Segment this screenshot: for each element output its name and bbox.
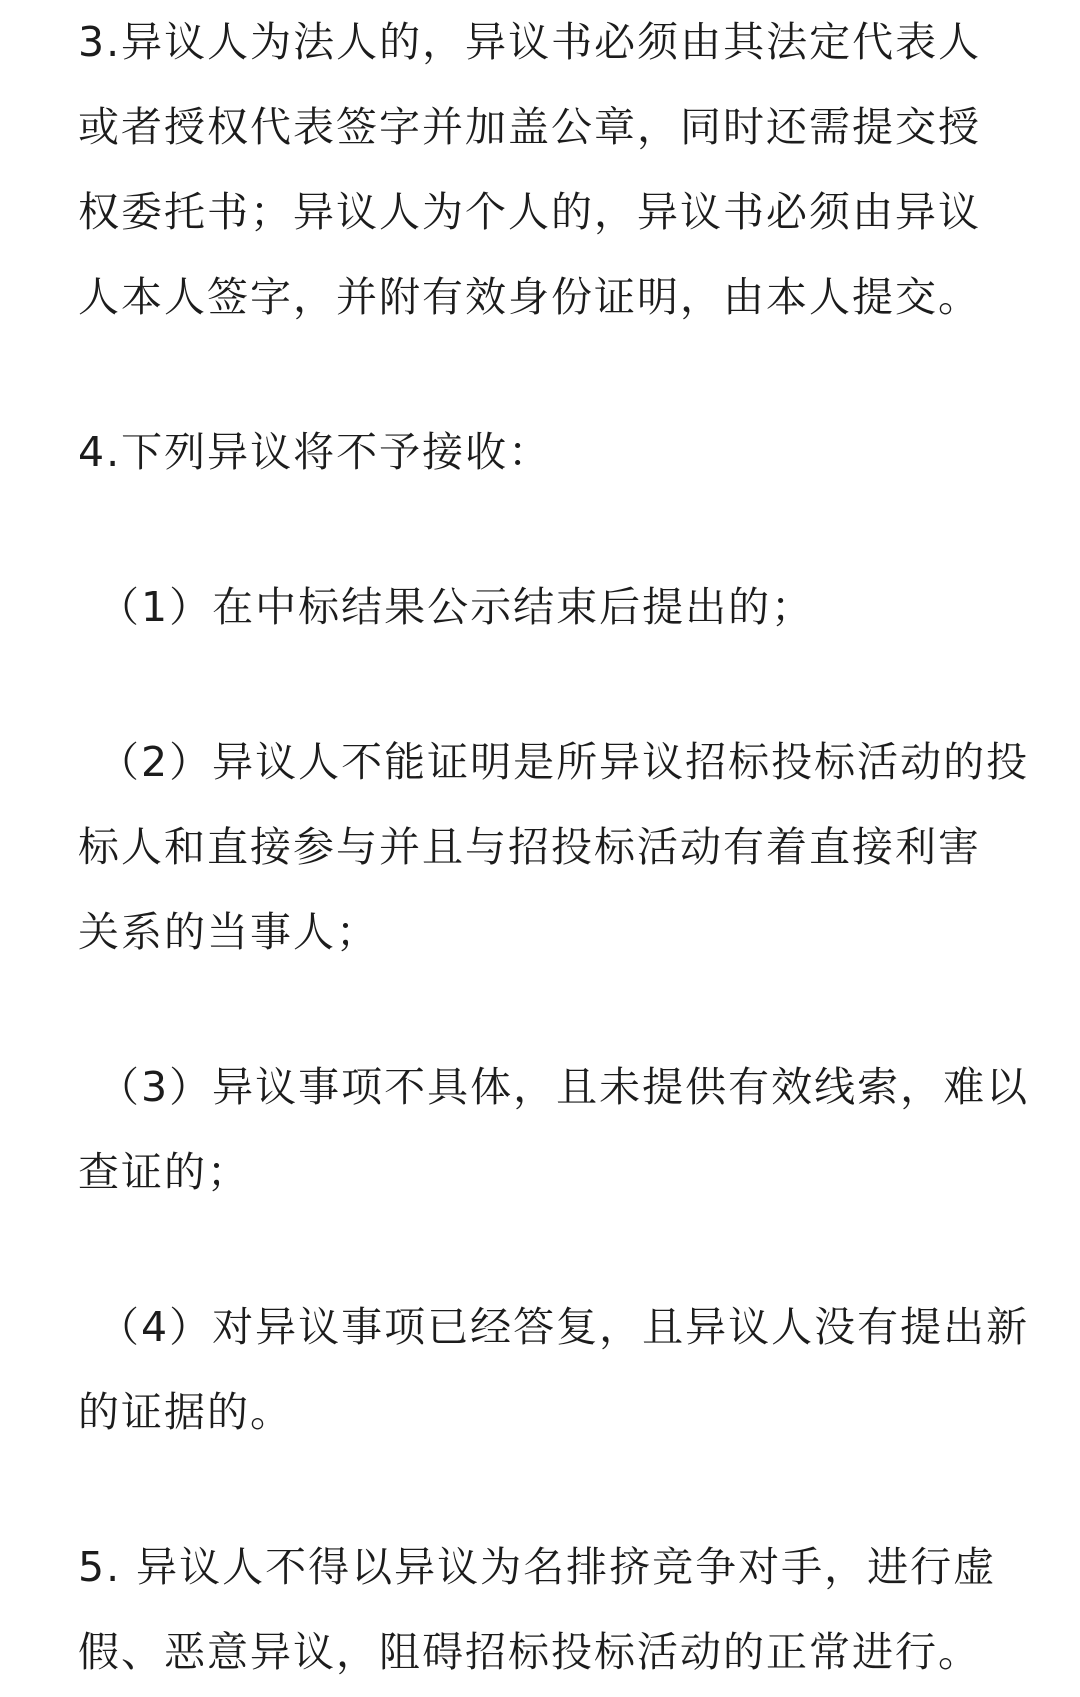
paragraph-item-3 bbox=[78, 0, 1003, 340]
text-line: 5. 异议人不得以异议为名排挤竞争对手，进行虚 bbox=[78, 1543, 997, 1591]
text-line: 的证据的。 bbox=[78, 1388, 293, 1436]
text-line: （1）在中标结果公示结束后提出的； bbox=[98, 583, 815, 631]
paragraph-subitem-4 bbox=[78, 1285, 1030, 1455]
document-body bbox=[78, 0, 1030, 1695]
paragraph-subitem-2 bbox=[78, 720, 1030, 975]
paragraph-item-4 bbox=[78, 410, 1003, 495]
paragraph-subitem-1 bbox=[78, 565, 1003, 650]
text-line: 标人和直接参与并且与招投标活动有着直接利害 bbox=[78, 823, 981, 871]
text-line: （3）异议事项不具体，且未提供有效线索，难以 bbox=[98, 1063, 1030, 1111]
text-line: 3.异议人为法人的，异议书必须由其法定代表人 bbox=[78, 18, 982, 66]
text-line: 查证的； bbox=[78, 1148, 250, 1196]
text-line: 权委托书；异议人为个人的，异议书必须由异议 bbox=[78, 188, 981, 236]
text-line: 4.下列异议将不予接收： bbox=[78, 428, 552, 476]
text-line: 关系的当事人； bbox=[78, 908, 379, 956]
text-line: 假、恶意异议，阻碍招标投标活动的正常进行。 bbox=[78, 1628, 981, 1676]
paragraph-item-5 bbox=[78, 1525, 1003, 1695]
text-line: （2）异议人不能证明是所异议招标投标活动的投 bbox=[98, 738, 1030, 786]
text-line: （4）对异议事项已经答复，且异议人没有提出新 bbox=[98, 1303, 1030, 1351]
text-line: 人本人签字，并附有效身份证明，由本人提交。 bbox=[78, 273, 981, 321]
paragraph-subitem-3 bbox=[78, 1045, 1030, 1215]
text-line: 或者授权代表签字并加盖公章，同时还需提交授 bbox=[78, 103, 981, 151]
